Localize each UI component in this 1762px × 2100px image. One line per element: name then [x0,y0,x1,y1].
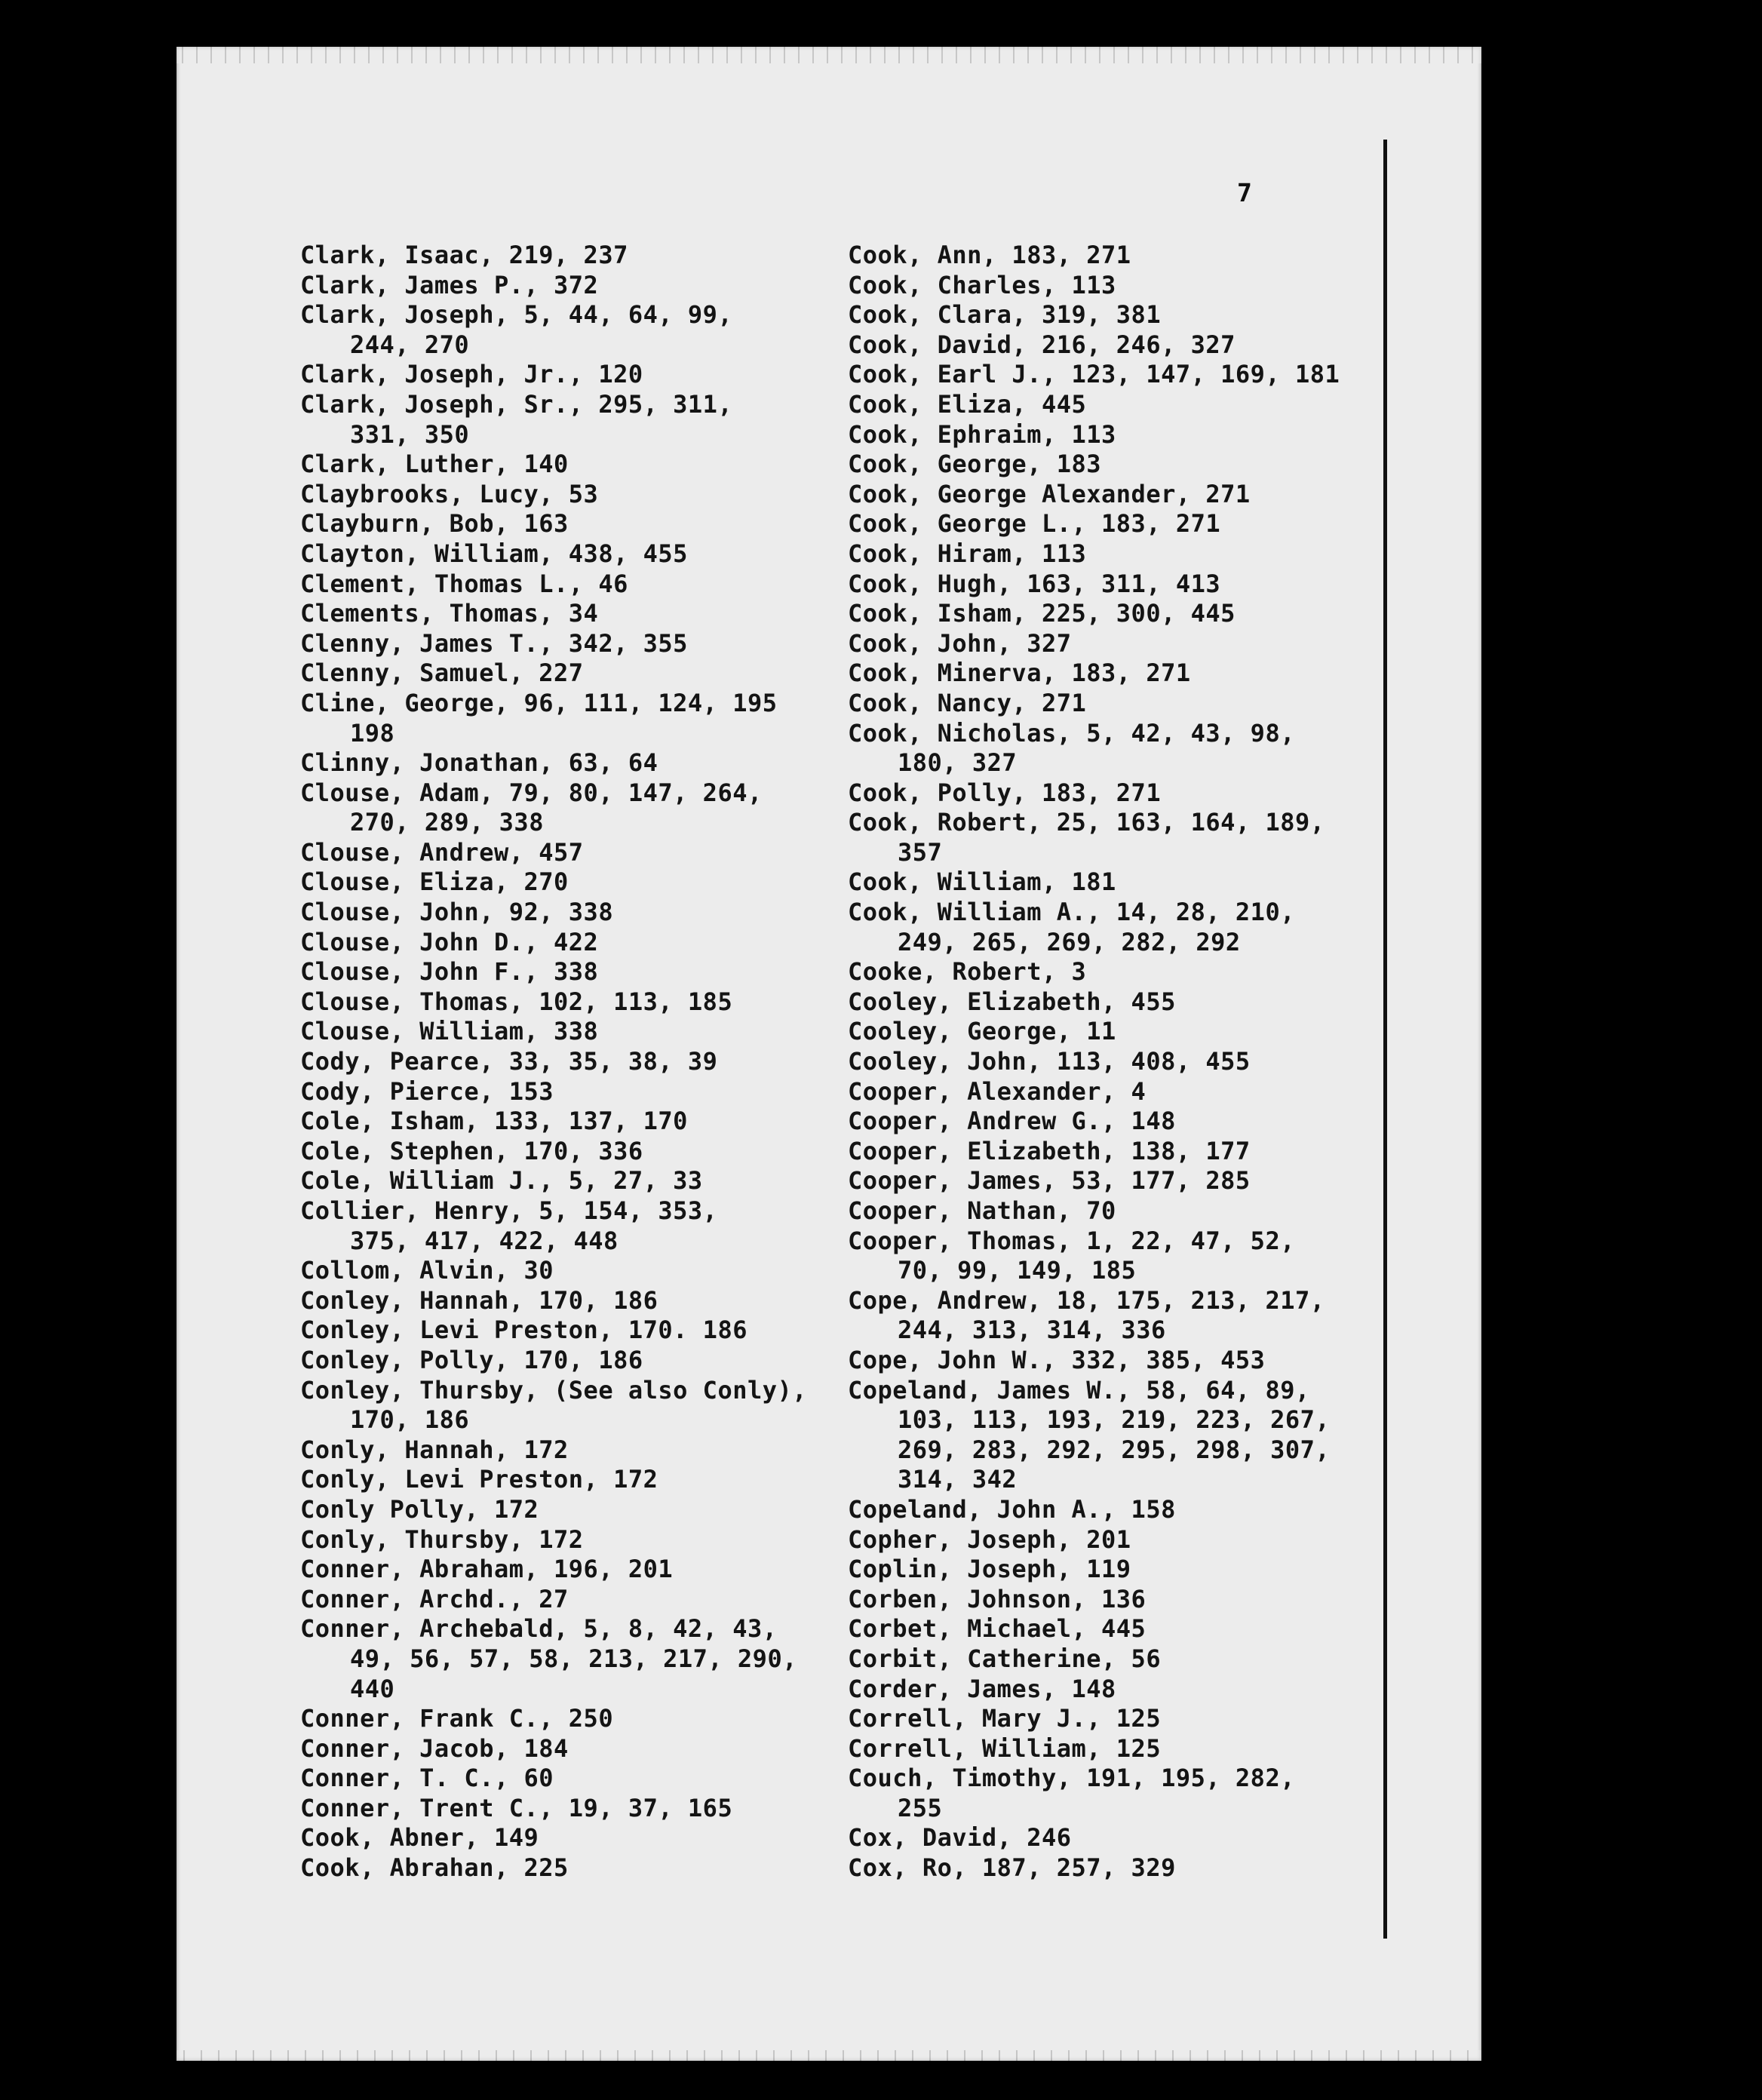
index-entry-continuation: 331, 350 [350,419,470,449]
index-entry: Cook, Hugh, 163, 311, 413 [848,569,1221,598]
index-entry: Cooper, James, 53, 177, 285 [848,1166,1251,1196]
index-entry-continuation: 255 [898,1793,943,1822]
index-entry: Cline, George, 96, 111, 124, 195 [300,688,778,717]
index-entry: Clayton, William, 438, 455 [300,539,688,568]
index-entry: Cook, Charles, 113 [848,270,1116,299]
index-entry: Conner, Archebald, 5, 8, 42, 43, [300,1614,778,1644]
index-entry: Clouse, John D., 422 [300,927,599,956]
index-entry: Clark, Isaac, 219, 237 [300,241,628,269]
index-entry-continuation: 440 [350,1674,395,1703]
index-entry: Cook, Robert, 25, 163, 164, 189, [848,808,1325,837]
index-entry-continuation: 170, 186 [350,1405,470,1435]
index-entry: Conner, Archd., 27 [300,1584,569,1613]
index-entry: Cook, David, 216, 246, 327 [848,330,1236,359]
index-entry: Clouse, John, 92, 338 [300,898,614,927]
index-entry: Conner, Jacob, 184 [300,1733,569,1763]
index-entry: Conner, Trent C., 19, 37, 165 [300,1793,733,1822]
index-entry: Clark, Joseph, 5, 44, 64, 99, [300,300,733,330]
index-entry: Cole, Stephen, 170, 336 [300,1136,643,1165]
index-entry: Cook, William, 181 [848,867,1116,897]
index-entry: Coplin, Joseph, 119 [848,1555,1131,1584]
index-entry: Clouse, Adam, 79, 80, 147, 264, [300,778,763,807]
index-entry: Cox, Ro, 187, 257, 329 [848,1853,1176,1883]
index-entry: Cooper, Thomas, 1, 22, 47, 52, [848,1226,1295,1255]
index-entry: Cook, Nicholas, 5, 42, 43, 98, [848,718,1295,748]
index-entry: Conley, Polly, 170, 186 [300,1345,643,1374]
index-entry: Conly, Hannah, 172 [300,1435,569,1464]
index-entry: Cook, Nancy, 271 [848,688,1087,717]
index-entry-continuation: 103, 113, 193, 219, 223, 267, [898,1405,1331,1435]
index-entry: Cooper, Alexander, 4 [848,1076,1147,1106]
index-entry: Clouse, Eliza, 270 [300,867,569,897]
index-entry: Clark, Joseph, Sr., 295, 311, [300,389,733,419]
index-entry: Cope, John W., 332, 385, 453 [848,1345,1266,1374]
index-entry: Copeland, James W., 58, 64, 89, [848,1375,1310,1405]
index-entry-continuation: 180, 327 [898,748,1018,778]
index-entry: Cody, Pearce, 33, 35, 38, 39 [300,1047,718,1076]
index-column-right [848,241,1383,1884]
index-entry: Cook, Abrahan, 225 [300,1853,569,1883]
index-entry: Cook, William A., 14, 28, 210, [848,898,1295,927]
index-entry: Conly, Thursby, 172 [300,1524,584,1554]
index-entry: Clinny, Jonathan, 63, 64 [300,748,658,778]
page-edge-bottom [177,2050,1481,2061]
page-number: 7 [1237,178,1252,207]
index-entry: Cook, George Alexander, 271 [848,479,1251,508]
index-entry-continuation: 249, 265, 269, 282, 292 [898,927,1241,956]
index-entry: Copeland, John A., 158 [848,1494,1176,1524]
index-entry-continuation: 269, 283, 292, 295, 298, 307, [898,1435,1331,1464]
index-entry: Corben, Johnson, 136 [848,1584,1147,1613]
index-entry: Collier, Henry, 5, 154, 353, [300,1196,718,1225]
index-entry: Cody, Pierce, 153 [300,1076,554,1106]
index-entry-continuation: 375, 417, 422, 448 [350,1226,619,1255]
index-entry: Cooke, Robert, 3 [848,957,1087,987]
index-entry: Cope, Andrew, 18, 175, 213, 217, [848,1285,1325,1315]
index-entry-continuation: 198 [350,718,395,748]
index-entry: Cook, Hiram, 113 [848,539,1087,568]
index-entry: Cooper, Andrew G., 148 [848,1107,1176,1136]
index-entry: Clenny, James T., 342, 355 [300,628,688,658]
index-entry: Cook, George, 183 [848,450,1102,479]
index-entry: Cook, Ephraim, 113 [848,419,1116,449]
index-entry: Conner, T. C., 60 [300,1764,554,1793]
index-entry: Conly, Levi Preston, 172 [300,1465,658,1494]
index-entry: Conner, Abraham, 196, 201 [300,1555,674,1584]
index-entry: Clark, Luther, 140 [300,450,569,479]
index-column-left [300,241,843,1884]
index-entry-continuation: 49, 56, 57, 58, 213, 217, 290, [350,1644,797,1673]
index-entry: Collom, Alvin, 30 [300,1256,554,1285]
index-entry: Clouse, Andrew, 457 [300,837,584,867]
index-entry: Cooper, Elizabeth, 138, 177 [848,1136,1251,1165]
index-entry: Cooley, Elizabeth, 455 [848,987,1176,1016]
index-entry: Cook, Clara, 319, 381 [848,300,1162,330]
index-entry: Conley, Levi Preston, 170. 186 [300,1316,747,1345]
index-entry: Clark, Joseph, Jr., 120 [300,360,643,389]
index-entry: Cook, John, 327 [848,628,1072,658]
index-entry: Cook, Abner, 149 [300,1823,539,1853]
index-entry: Cook, Polly, 183, 271 [848,778,1162,807]
index-entry-continuation: 244, 313, 314, 336 [898,1316,1166,1345]
index-entry: Clouse, Thomas, 102, 113, 185 [300,987,733,1016]
index-entry: Clouse, John F., 338 [300,957,599,987]
index-entry: Corbet, Michael, 445 [848,1614,1147,1644]
index-entry: Clements, Thomas, 34 [300,599,599,628]
index-entry: Cole, William J., 5, 27, 33 [300,1166,703,1196]
index-entry: Correll, Mary J., 125 [848,1704,1162,1733]
index-entry: Clayburn, Bob, 163 [300,509,569,539]
index-entry: Cook, Isham, 225, 300, 445 [848,599,1236,628]
index-entry-continuation: 314, 342 [898,1465,1018,1494]
index-entry: Cooley, George, 11 [848,1017,1116,1046]
index-entry: Cooley, John, 113, 408, 455 [848,1047,1251,1076]
index-entry: Corbit, Catherine, 56 [848,1644,1162,1673]
index-entry-continuation: 357 [898,837,943,867]
index-entry: Cook, Earl J., 123, 147, 169, 181 [848,360,1340,389]
index-entry-continuation: 270, 289, 338 [350,808,544,837]
index-entry: Claybrooks, Lucy, 53 [300,479,599,508]
index-entry: Conley, Thursby, (See also Conly), [300,1375,808,1405]
index-entry: Cox, David, 246 [848,1823,1072,1853]
index-entry: Cook, Eliza, 445 [848,389,1087,419]
index-entry: Cook, George L., 183, 271 [848,509,1221,539]
index-entry: Clouse, William, 338 [300,1017,599,1046]
index-entry: Conner, Frank C., 250 [300,1704,614,1733]
index-entry: Cooper, Nathan, 70 [848,1196,1116,1225]
index-entry: Cole, Isham, 133, 137, 170 [300,1107,688,1136]
index-entry: Correll, William, 125 [848,1733,1162,1763]
index-entry-continuation: 70, 99, 149, 185 [898,1256,1137,1285]
index-entry: Clark, James P., 372 [300,270,599,299]
margin-rule-line [1383,140,1387,1939]
index-entry: Cook, Ann, 183, 271 [848,241,1131,269]
index-entry: Copher, Joseph, 201 [848,1524,1131,1554]
index-entry: Couch, Timothy, 191, 195, 282, [848,1764,1295,1793]
page-edge-top [177,47,1481,63]
index-entry: Conley, Hannah, 170, 186 [300,1285,658,1315]
index-entry: Conly Polly, 172 [300,1494,539,1524]
index-entry: Corder, James, 148 [848,1674,1116,1703]
index-entry-continuation: 244, 270 [350,330,470,359]
index-entry: Cook, Minerva, 183, 271 [848,659,1191,688]
index-entry: Clement, Thomas L., 46 [300,569,628,598]
index-entry: Clenny, Samuel, 227 [300,659,584,688]
